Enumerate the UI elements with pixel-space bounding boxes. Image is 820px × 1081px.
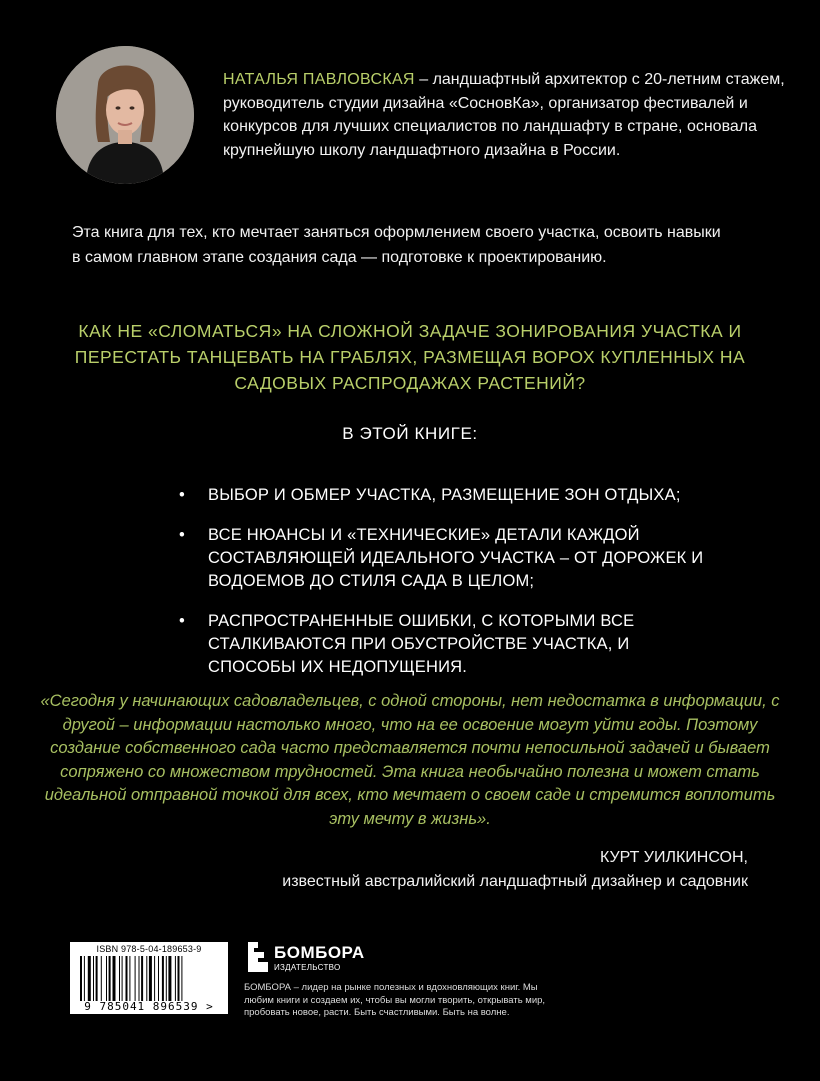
barcode: [70, 942, 228, 1014]
publisher-description: БОМБОРА – лидер на рынке полезных и вдохновляющих книг. Мы любим книги и создаем их, чтобы вы могли творить, открывать мир, пробовать новое, расти. Быть счастливыми. Быть на волне.: [244, 982, 546, 1018]
bombora-logo: [244, 940, 424, 980]
author-bio-text: – ландшафтный архитектор с 20-летним стажем, руководитель студии дизайна «СосновКа», организатор фестивалей и конкурсов для лучших специалистов по ландшафту в стране, основала крупнейшую школу ландшафтного дизайна в России.: [223, 71, 785, 159]
list-item-text: РАСПРОСТРАНЕННЫЕ ОШИБКИ, С КОТОРЫМИ ВСЕ СТАЛКИВАЮТСЯ ПРИ ОБУСТРОЙСТВЕ УЧАСТКА, И СПОСОБЫ ИХ НЕДОПУЩЕНИЯ.: [208, 612, 635, 676]
bullet-icon: •: [179, 526, 185, 544]
list-item: [178, 484, 718, 507]
bullet-icon: •: [179, 612, 185, 630]
list-item-text: ВСЕ НЮАНСЫ И «ТЕХНИЧЕСКИЕ» ДЕТАЛИ КАЖДОЙ СОСТАВЛЯЮЩЕЙ ИДЕАЛЬНОГО УЧАСТКА – ОТ ДОРОЖЕК И ВОДОЕМОВ ДО СТИЛЯ САДА В ЦЕЛОМ;: [208, 526, 704, 590]
author-bio: [223, 68, 793, 162]
author-name: НАТАЛЬЯ ПАВЛОВСКАЯ: [223, 71, 415, 88]
question-heading: КАК НЕ «СЛОМАТЬСЯ» НА СЛОЖНОЙ ЗАДАЧЕ ЗОНИРОВАНИЯ УЧАСТКА И ПЕРЕСТАТЬ ТАНЦЕВАТЬ НА ГРАБЛЯХ, РАЗМЕЩАЯ ВОРОХ КУПЛЕННЫХ НА САДОВЫХ РАСПРОДАЖАХ РАСТЕНИЙ?: [74, 321, 746, 393]
barcode-icon: [80, 956, 218, 1001]
list-item: [178, 610, 718, 679]
quote-author-title: известный австралийский ландшафтный дизайнер и садовник: [282, 873, 748, 890]
intro-paragraph: Эта книга для тех, кто мечтает заняться оформлением своего участка, освоить навыки в самом главном этапе создания сада — подготовке к проектированию.: [72, 224, 721, 266]
quote-author: [282, 846, 748, 894]
isbn-label: ISBN 978-5-04-189653-9: [96, 944, 202, 954]
book-contents-heading: В ЭТОЙ КНИГЕ:: [342, 424, 478, 443]
review-quote: «Сегодня у начинающих садовладельцев, с одной стороны, нет недостатка в информации, с другой – информации настолько много, что на ее освоение могут уйти годы. Поэтому создание собственного сада часто представляется почти непосильной задачей и бывает сопряжено со множеством трудностей. Эта книга необычайно полезна и может стать идеальной отправной точкой для всех, кто мечтает о своем саде и стремится воплотить эту мечту в жизнь».: [40, 692, 780, 828]
author-portrait: [56, 46, 194, 184]
quote-author-name: КУРТ УИЛКИНСОН,: [599, 849, 748, 866]
bullet-list: [178, 484, 718, 696]
bombora-logo-icon: [244, 940, 270, 974]
barcode-digits: 9 785041 896539 >: [84, 1000, 214, 1013]
logo-subtitle: ИЗДАТЕЛЬСТВО: [274, 963, 341, 972]
logo-name: БОМБОРА: [274, 943, 365, 962]
bullet-icon: •: [179, 486, 185, 504]
list-item-text: ВЫБОР И ОБМЕР УЧАСТКА, РАЗМЕЩЕНИЕ ЗОН ОТДЫХА;: [208, 486, 681, 504]
list-item: [178, 524, 718, 593]
